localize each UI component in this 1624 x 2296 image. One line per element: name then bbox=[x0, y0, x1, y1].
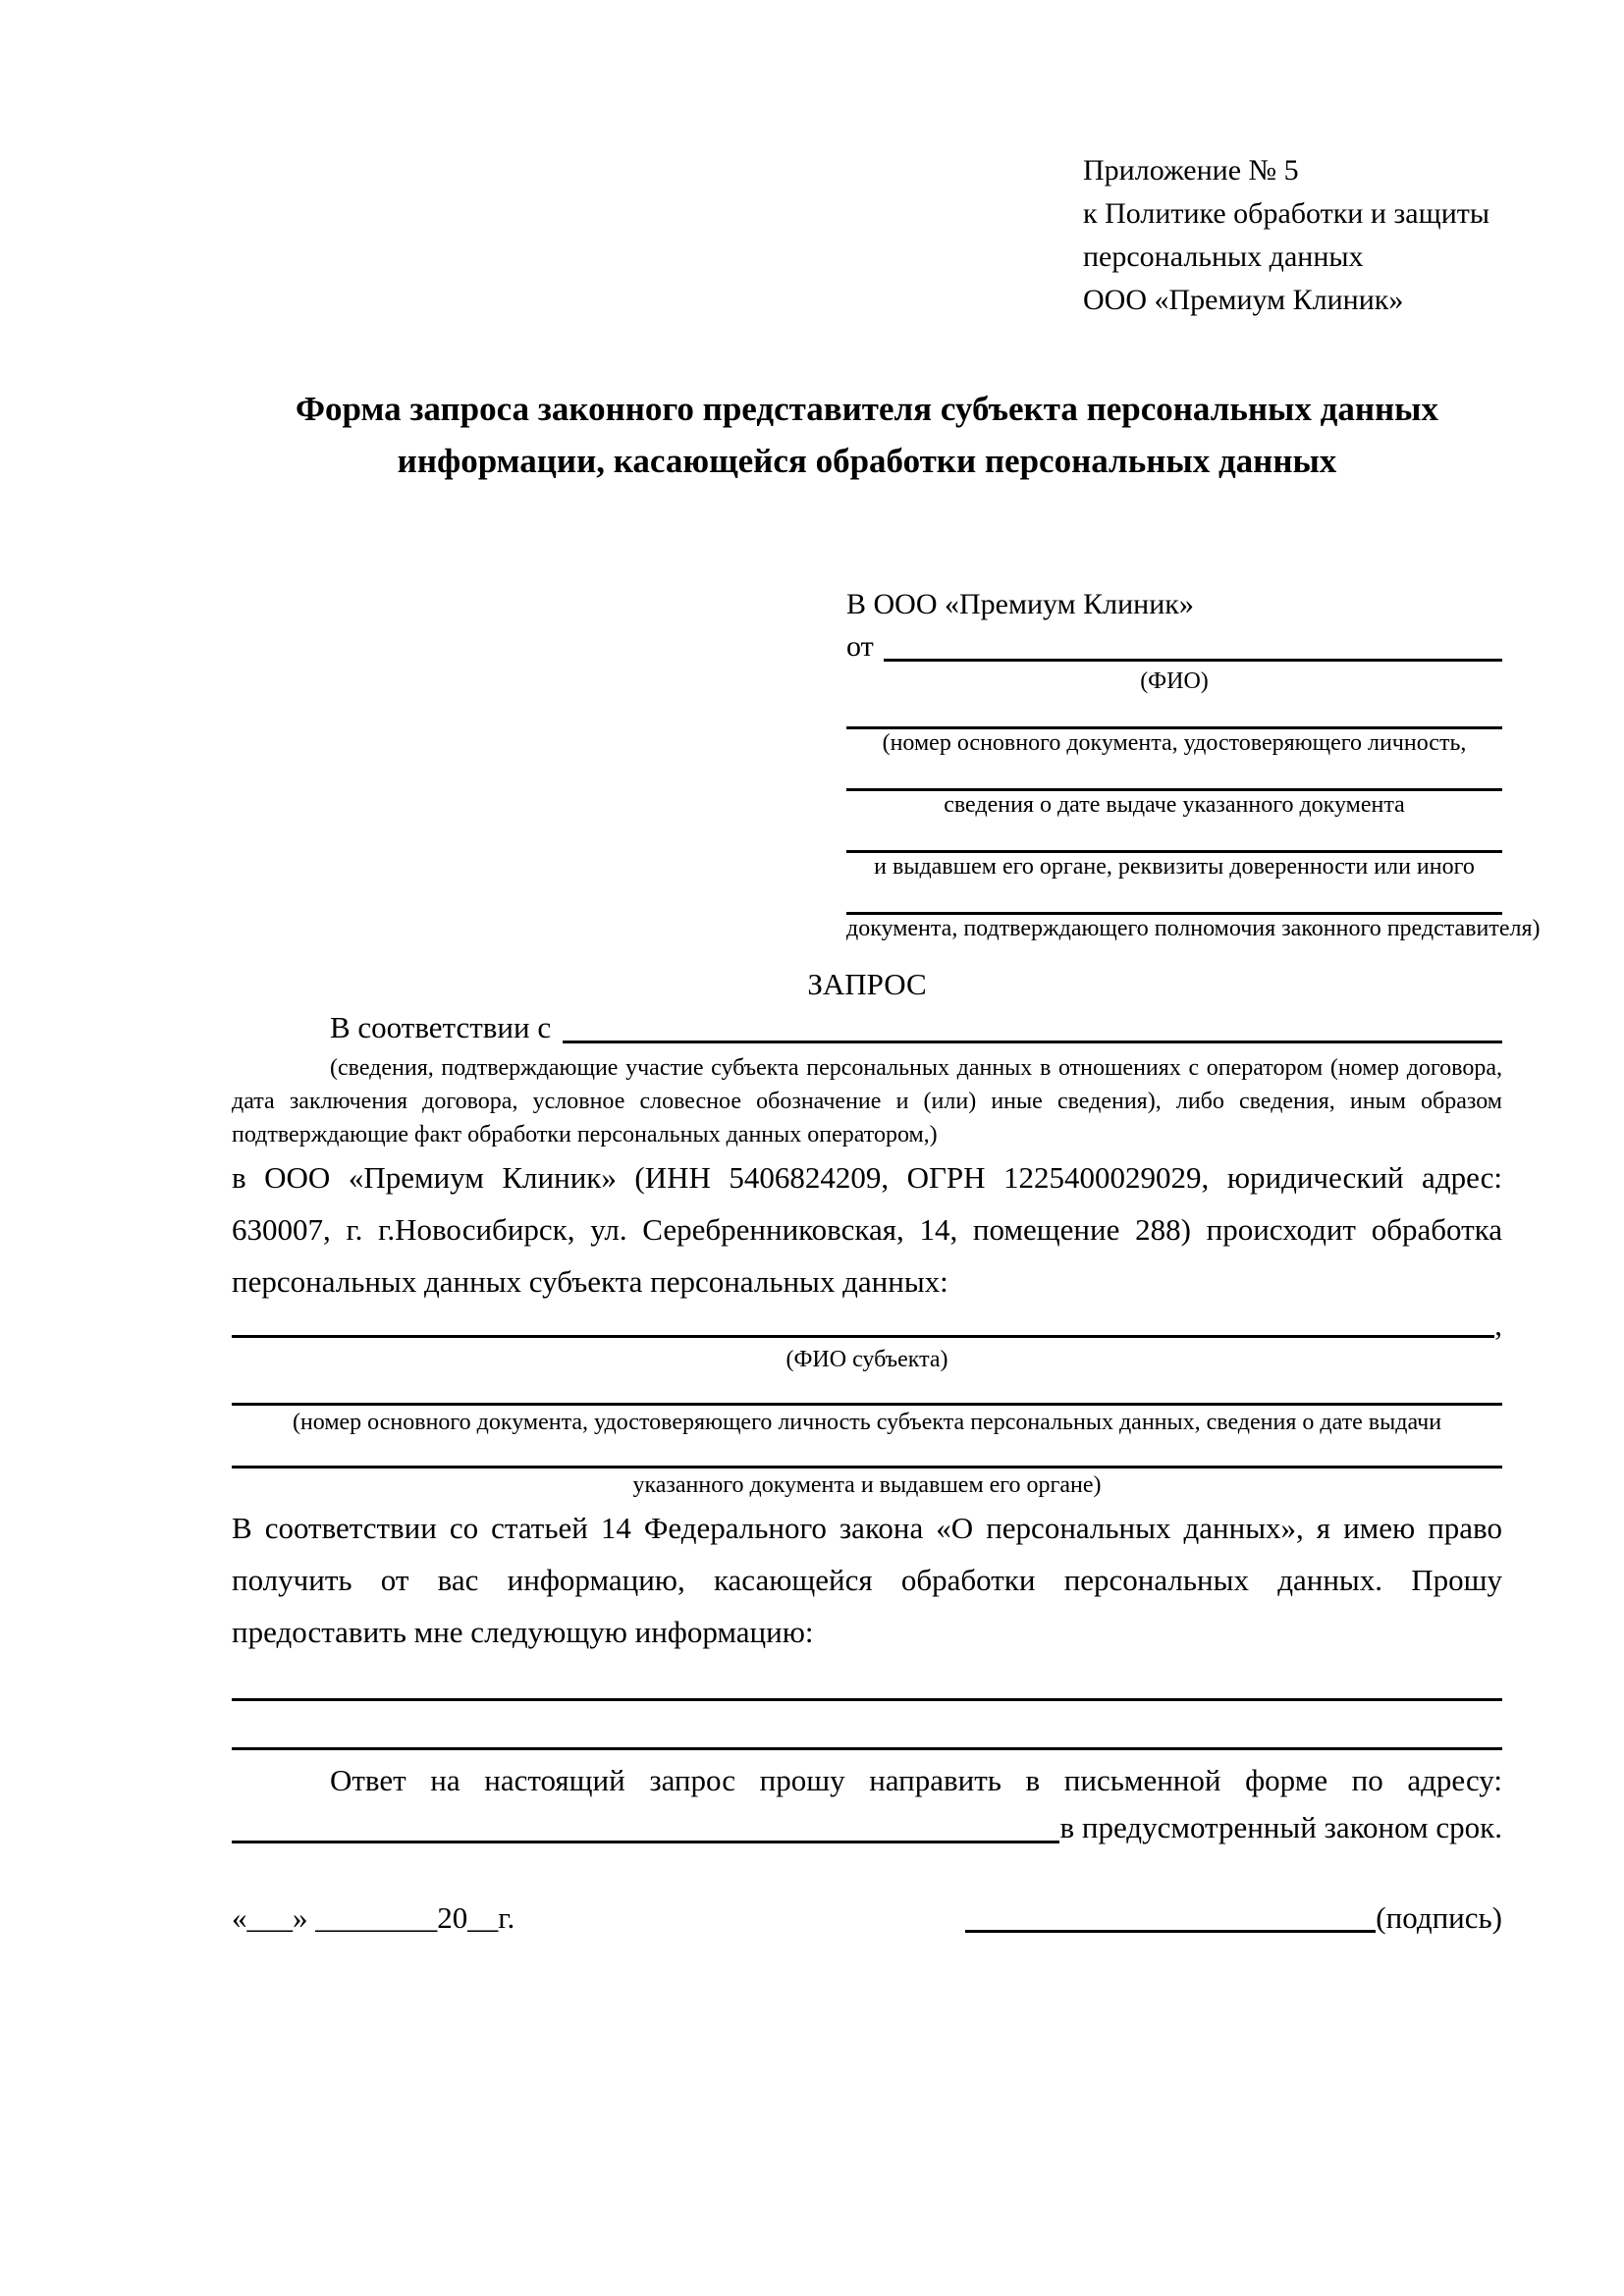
subject-fio-caption: (ФИО субъекта) bbox=[785, 1347, 948, 1372]
document-title-line: Форма запроса законного представителя субъекта персональных данных bbox=[296, 390, 1438, 428]
appendix-line: к Политике обработки и защиты bbox=[1083, 197, 1490, 230]
addressee-org: В ООО «Премиум Клиник» bbox=[846, 588, 1194, 620]
request-heading: ЗАПРОС bbox=[807, 967, 927, 1001]
appendix-line: Приложение № 5 bbox=[1083, 154, 1299, 187]
reply-address-blank-line bbox=[232, 1806, 1059, 1843]
trailing-comma: , bbox=[1494, 1308, 1502, 1342]
reply-address-row bbox=[232, 1806, 1502, 1849]
date-line: «___» ________20__г. bbox=[232, 1900, 515, 1935]
intro-caption: (сведения, подтверждающие участие субъекта персональных данных в отношениях с оператором (номер договора, дата заключения договора, условное словесное обозначение и (или) иные сведения), либо сведения, иным образом подтверждающие факт обработки персональных данных оператором,) bbox=[232, 1055, 1502, 1148]
addressee-caption: документа, подтверждающего полномочия законного представителя) bbox=[846, 916, 1541, 941]
footer-row bbox=[232, 1896, 1502, 1940]
from-row bbox=[846, 625, 1502, 667]
intro-row bbox=[232, 1006, 1502, 1049]
subject-fio-blank-line bbox=[232, 1308, 1494, 1338]
issuing-authority-blank-line bbox=[846, 826, 1502, 853]
requested-info-blank-line bbox=[232, 1658, 1502, 1701]
law-paragraph: В соответствии со статьей 14 Федерального закона «О персональных данных», я имею право получить от вас информацию, касающейся обработки персональных данных. Прошу предоставить мне следующую информацию: bbox=[232, 1511, 1502, 1649]
signature-group bbox=[965, 1896, 1502, 1940]
addressee-caption: и выдавшем его органе, реквизиты доверенности или иного bbox=[874, 854, 1475, 880]
reply-suffix: в предусмотренный законом срок. bbox=[1059, 1810, 1502, 1844]
relation-evidence-blank-line bbox=[563, 1006, 1502, 1043]
representative-fio-blank-line bbox=[884, 625, 1502, 662]
document-title bbox=[232, 383, 1502, 487]
intro-label: В соответствии с bbox=[330, 1010, 552, 1044]
from-label: от bbox=[846, 630, 874, 663]
addressee-caption: (номер основного документа, удостоверяющего личность, bbox=[882, 730, 1467, 756]
subject-doc-blank-line bbox=[232, 1379, 1502, 1406]
subject-doc-caption: (номер основного документа, удостоверяющего личность субъекта персональных данных, сведения о дате выдачи bbox=[292, 1410, 1442, 1435]
representative-doc-blank-line bbox=[846, 702, 1502, 729]
signature-blank-line bbox=[965, 1903, 1376, 1933]
authority-document-blank-line bbox=[846, 887, 1502, 915]
subject-doc-caption: указанного документа и выдавшем его органе) bbox=[632, 1472, 1102, 1498]
addressee-block bbox=[846, 583, 1541, 943]
subject-fio-row bbox=[232, 1308, 1502, 1343]
fio-caption: (ФИО) bbox=[1140, 668, 1209, 694]
operator-paragraph: в ООО «Премиум Клиник» (ИНН 5406824209, ОГРН 1225400029029, юридический адрес: 630007, г. г.Новосибирск, ул. Серебренниковская, 14, помещение 288) происходит обработка персональных данных субъекта персональных данных: bbox=[232, 1160, 1502, 1299]
appendix-line: персональных данных bbox=[1083, 240, 1364, 273]
signature-caption: (подпись) bbox=[1376, 1900, 1502, 1935]
appendix-line: ООО «Премиум Клиник» bbox=[1083, 284, 1404, 316]
addressee-caption: сведения о дате выдаче указанного документа bbox=[944, 792, 1405, 818]
doc-issue-date-blank-line bbox=[846, 764, 1502, 791]
reply-paragraph: Ответ на настоящий запрос прошу направить в письменной форме по адресу: bbox=[330, 1763, 1502, 1797]
appendix-block bbox=[1083, 149, 1502, 322]
document-title-line: информации, касающейся обработки персональных данных bbox=[397, 442, 1337, 480]
subject-doc-authority-blank-line bbox=[232, 1442, 1502, 1468]
requested-info-blank-line bbox=[232, 1701, 1502, 1750]
